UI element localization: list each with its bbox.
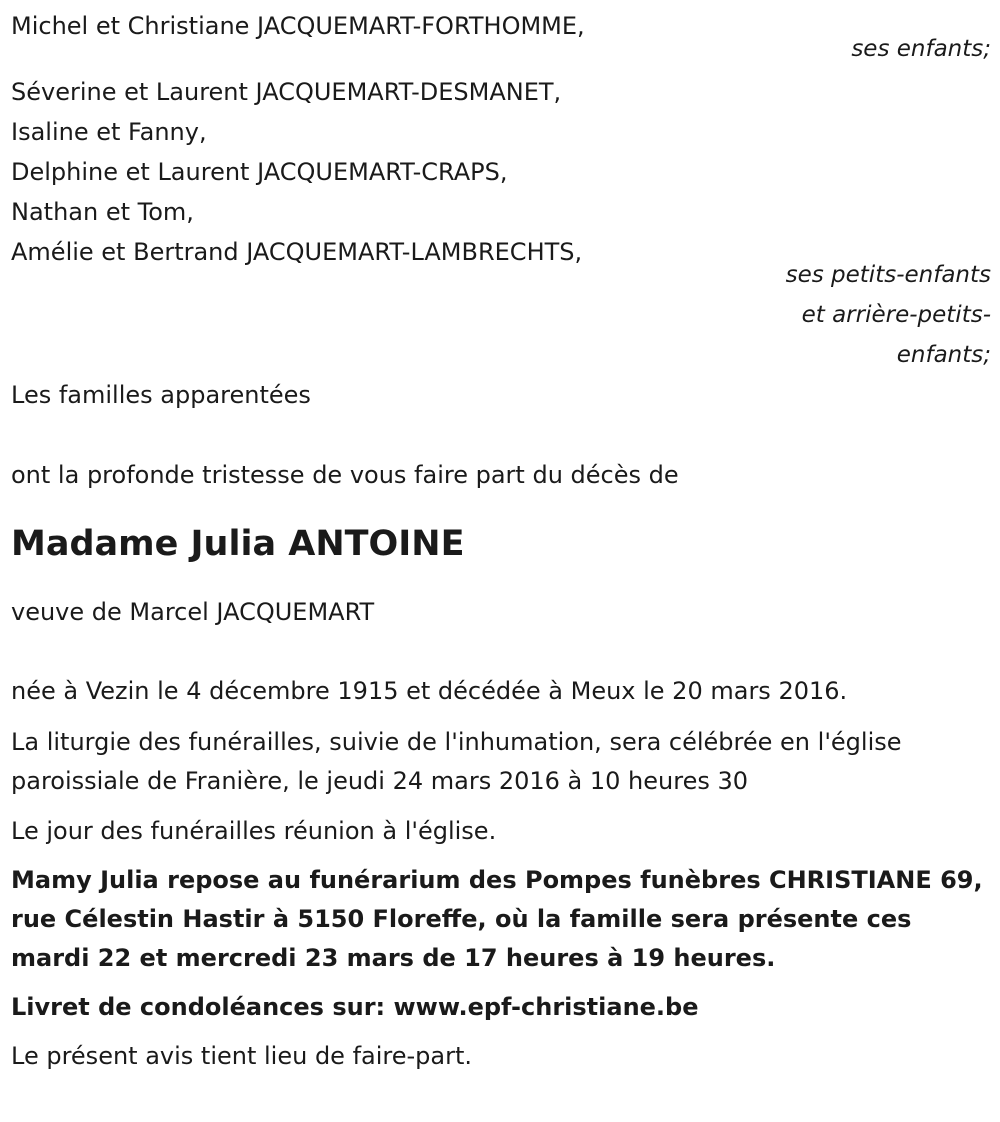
liturgy-info: La liturgie des funérailles, suivie de l'inhumation, sera célébrée en l'église paroissiale de Franière, le jeudi 24 mars 2016 à 10 heures 30 xyxy=(11,728,902,795)
grandchildren-label-line: enfants; xyxy=(896,342,991,368)
announcement-text: ont la profonde tristesse de vous faire part du décès de xyxy=(11,461,679,489)
grandchildren-name-line: Isaline et Fanny, xyxy=(11,118,207,146)
grandchildren-name-line: Séverine et Laurent JACQUEMART-DESMANET, xyxy=(11,78,562,106)
closing-note: Le présent avis tient lieu de faire-part. xyxy=(11,1042,473,1070)
grandchildren-label-line: ses petits-enfants xyxy=(785,262,991,288)
grandchildren-name-line: Amélie et Bertrand JACQUEMART-LAMBRECHTS, xyxy=(11,238,583,266)
deceased-name: Madame Julia ANTOINE xyxy=(11,524,465,564)
related-families: Les familles apparentées xyxy=(11,381,311,409)
grandchildren-label xyxy=(11,255,991,375)
birth-death-info: née à Vezin le 4 décembre 1915 et décédée à Meux le 20 mars 2016. xyxy=(11,677,848,705)
grandchildren-name-line: Delphine et Laurent JACQUEMART-CRAPS, xyxy=(11,158,508,186)
grandchildren-label-line: et arrière-petits- xyxy=(801,302,991,328)
meeting-info: Le jour des funérailles réunion à l'église. xyxy=(11,817,497,845)
grandchildren-list xyxy=(11,72,991,272)
widow-of: veuve de Marcel JACQUEMART xyxy=(11,598,375,626)
visitation-info: Mamy Julia repose au funérarium des Pompes funèbres CHRISTIANE 69, rue Célestin Hastir à 5150 Floreffe, où la famille sera présente ces mardi 22 et mercredi 23 mars de 17 heures à 19 heures. xyxy=(11,866,983,972)
children-names: Michel et Christiane JACQUEMART-FORTHOMME, xyxy=(11,12,585,40)
grandchildren-name-line: Nathan et Tom, xyxy=(11,198,194,226)
children-label: ses enfants; xyxy=(851,36,991,62)
condolences-link: Livret de condoléances sur: www.epf-christiane.be xyxy=(11,993,699,1021)
obituary-notice xyxy=(11,6,991,1076)
